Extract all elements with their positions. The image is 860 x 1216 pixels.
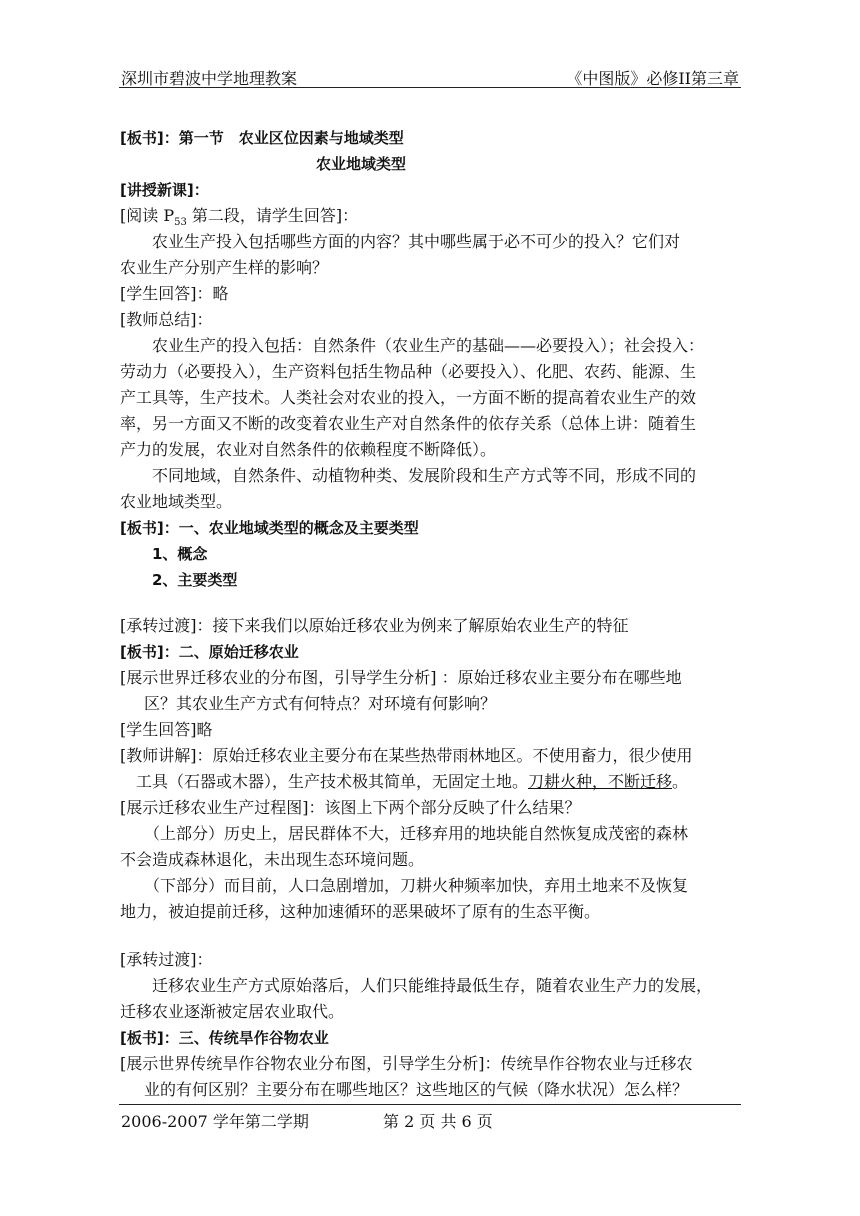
page-subscript: 53 bbox=[174, 217, 187, 229]
paragraph-line: 不会造成森林退化，未出现生态环境问题。 bbox=[120, 850, 425, 869]
paragraph-text: 。 bbox=[672, 772, 689, 791]
paragraph-line: 迁移农业生产方式原始落后，人们只能维持最低生存，随着农业生产力的发展， bbox=[152, 976, 713, 995]
student-answer-label: [学生回答]：略 bbox=[120, 284, 229, 303]
paragraph-line: 不同地域，自然条件、动植物种类、发展阶段和生产方式等不同，形成不同的 bbox=[152, 466, 697, 485]
teacher-summary-label: [教师总结]： bbox=[120, 310, 213, 329]
section-subtitle: 农业地域类型 bbox=[316, 155, 407, 173]
reading-instruction-a: [阅读 P bbox=[120, 206, 175, 225]
paragraph-line: 迁移农业逐渐被定居农业取代。 bbox=[120, 1002, 345, 1021]
lesson-heading: [讲授新课]： bbox=[120, 181, 209, 199]
board-heading: [板书]：三、传统旱作谷物农业 bbox=[120, 1029, 329, 1047]
board-item: 1、概念 bbox=[152, 545, 208, 563]
paragraph-line: 农业生产的投入包括：自然条件（农业生产的基础——必要投入）；社会投入： bbox=[152, 336, 705, 355]
paragraph-line: 农业地域类型。 bbox=[120, 492, 233, 511]
paragraph-line: [教师讲解]：原始迁移农业主要分布在某些热带雨林地区。不使用畜力，很少使用 bbox=[120, 746, 693, 765]
paragraph-text: 工具（石器或木器），生产技术极其简单，无固定土地。 bbox=[136, 772, 529, 791]
board-heading: [板书]：第一节 农业区位因素与地域类型 bbox=[120, 129, 404, 147]
paragraph-line: 劳动力（必要投入），生产资料包括生物品种（必要投入）、化肥、农药、能源、生 bbox=[120, 362, 697, 381]
transition-line: [承转过渡]： bbox=[120, 950, 213, 969]
paragraph-line: 率，另一方面又不断的改变着农业生产对自然条件的依存关系（总体上讲：随着生 bbox=[120, 414, 697, 433]
footer-page-number: 第 2 页 共 6 页 bbox=[383, 1112, 493, 1131]
paragraph-line: [展示世界迁移农业的分布图，引导学生分析] ：原始迁移农业主要分布在哪些地 bbox=[120, 668, 682, 687]
student-answer-label: [学生回答]略 bbox=[120, 720, 213, 739]
board-heading: [板书]：一、农业地域类型的概念及主要类型 bbox=[120, 519, 419, 537]
paragraph-line: （上部分）历史上，居民群体不大，迁移弃用的地块能自然恢复成茂密的森林 bbox=[144, 824, 689, 843]
document-body bbox=[120, 125, 740, 1103]
paragraph-line: [展示迁移农业生产过程图]：该图上下两个部分反映了什么结果？ bbox=[120, 798, 581, 817]
blank-line bbox=[120, 925, 740, 947]
paragraph-line: 农业生产分别产生样的影响？ bbox=[120, 258, 329, 277]
paragraph-line: 产工具等，生产技术。人类社会对农业的投入，一方面不断的提高着农业生产的效 bbox=[120, 388, 697, 407]
paragraph-line: [展示世界传统旱作谷物农业分布图，引导学生分析]：传统旱作谷物农业与迁移农 bbox=[120, 1054, 693, 1073]
paragraph-line: 产力的发展，农业对自然条件的依赖程度不断降低）。 bbox=[120, 440, 497, 459]
reading-instruction bbox=[120, 203, 740, 229]
board-item: 2、主要类型 bbox=[152, 571, 238, 589]
transition-line: [承转过渡]：接下来我们以原始迁移农业为例来了解原始农业生产的特征 bbox=[120, 616, 629, 635]
paragraph-line: 地力，被迫提前迁移，这种加速循环的恶果破坏了原有的生态平衡。 bbox=[120, 902, 601, 921]
board-heading: [板书]：二、原始迁移农业 bbox=[120, 643, 299, 661]
paragraph-line: 业的有何区别？主要分布在哪些地区？这些地区的气候（降水状况）怎么样？ bbox=[144, 1080, 689, 1099]
header-school-title: 深圳市碧波中学地理教案 bbox=[121, 69, 298, 88]
paragraph-line: 区？其农业生产方式有何特点？对环境有何影响？ bbox=[144, 694, 497, 713]
blank-line bbox=[120, 593, 740, 613]
footer-rule bbox=[119, 1104, 741, 1105]
footer-term: 2006-2007 学年第二学期 bbox=[121, 1112, 309, 1131]
reading-instruction-b: 第二段，请学生回答]： bbox=[186, 206, 359, 225]
header-chapter: 《中图版》必修II第三章 bbox=[566, 69, 739, 88]
paragraph-line: （下部分）而目前，人口急剧增加，刀耕火种频率加快，弃用土地来不及恢复 bbox=[144, 876, 689, 895]
underlined-keyphrase: 刀耕火种，不断迁移 bbox=[528, 772, 673, 791]
paragraph-line: 农业生产投入包括哪些方面的内容？其中哪些属于必不可少的投入？它们对 bbox=[152, 232, 681, 251]
header-rule bbox=[119, 87, 741, 88]
paragraph-line bbox=[120, 769, 740, 795]
